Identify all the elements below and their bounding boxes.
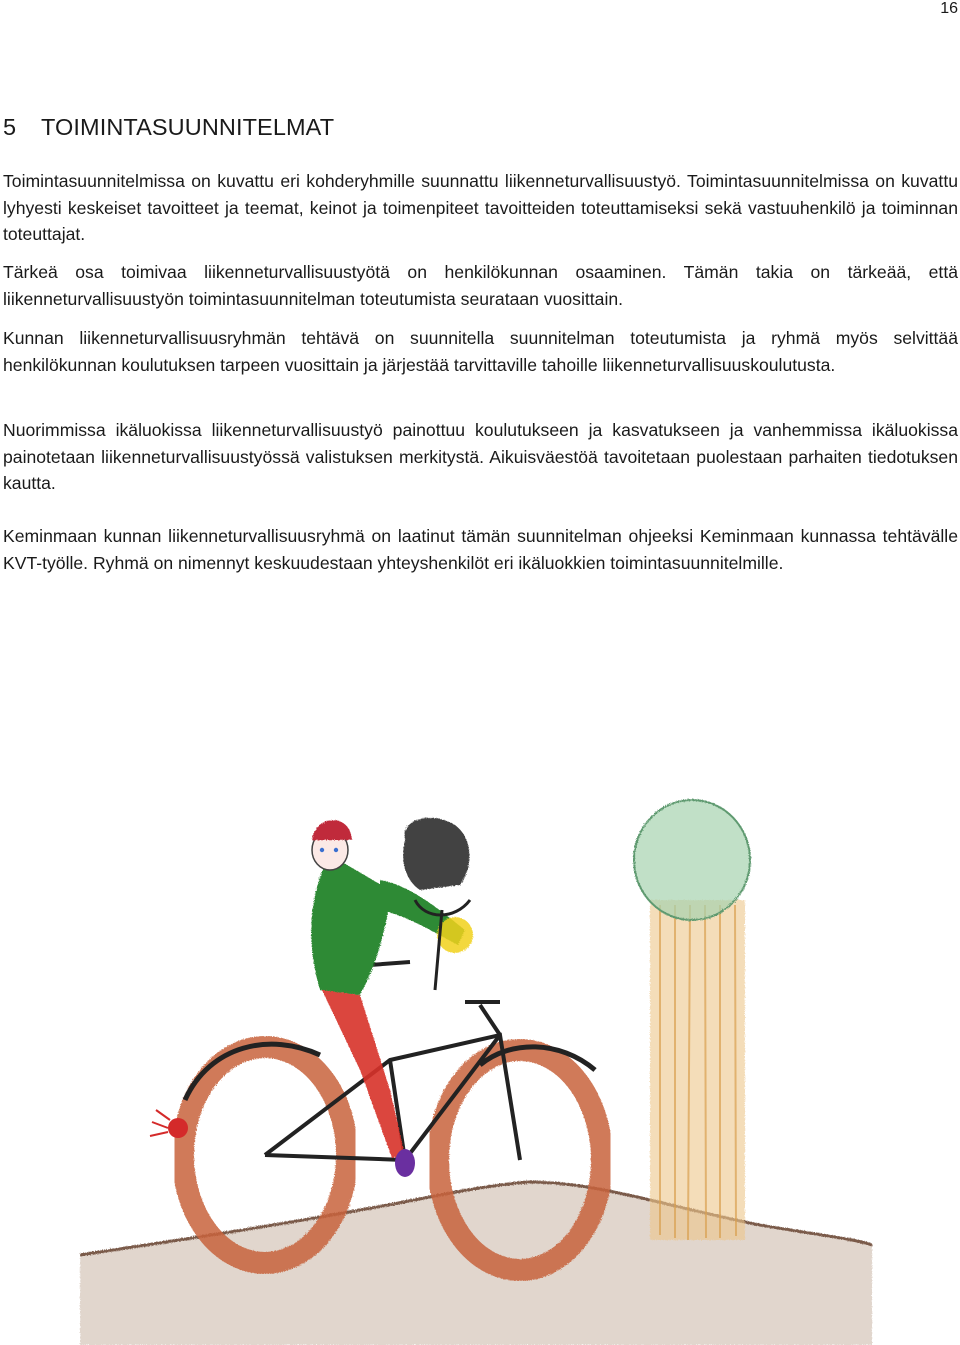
cyclist-drawing <box>60 770 890 1345</box>
paragraph-group-plan: Keminmaan kunnan liikenneturvallisuusryhmä on laatinut tämän suunnitelman ohjeeksi Keminmaan kunnassa tehtävälle KVT-työlle. Ryhmä on nimennyt keskuudestaan yhteyshenkilöt eri ikäluokkien toimintasuunnitelmille. <box>3 526 958 573</box>
paragraph-age-groups: Nuorimmissa ikäluokissa liikenneturvallisuustyö painottuu koulutukseen ja kasvatukseen ja vanhemmissa ikäluokissa painotetaan liikenneturvallisuustyössä valistuksen merkitystä. Aikuisväestöä tavoitetaan puolestaan parhaiten tiedotuksen kautta. <box>3 420 958 493</box>
section-title: TOIMINTASUUNNITELMAT <box>41 114 335 140</box>
paragraph-group-task: Kunnan liikenneturvallisuusryhmän tehtävä on suunnitella suunnitelman toteutumista ja ryhmä myös selvittää henkilökunnan koulutuksen tarpeen vuosittain ja järjestää tarvittaville tahoille liikenneturvallisuuskoulutusta. <box>3 328 958 375</box>
paragraph-staff-competence: Tärkeä osa toimivaa liikenneturvallisuustyötä on henkilökunnan osaaminen. Tämän takia on tärkeää, että liikenneturvallisuustyön toimintasuunnitelman toteutumista seurataan vuosittain. <box>3 262 958 309</box>
section-heading <box>3 114 334 141</box>
paragraph-intro: Toimintasuunnitelmissa on kuvattu eri kohderyhmille suunnattu liikenneturvallisuustyö. Toimintasuunnitelmissa on kuvattu lyhyesti keskeiset tavoitteet ja teemat, keinot ja toimenpiteet tavoitteiden toteuttamiseksi sekä vastuuhenkilö ja toiminnan toteuttajat. <box>3 171 958 244</box>
page-number: 16 <box>940 0 958 17</box>
section-number: 5 <box>3 114 17 140</box>
tree <box>634 800 750 1240</box>
